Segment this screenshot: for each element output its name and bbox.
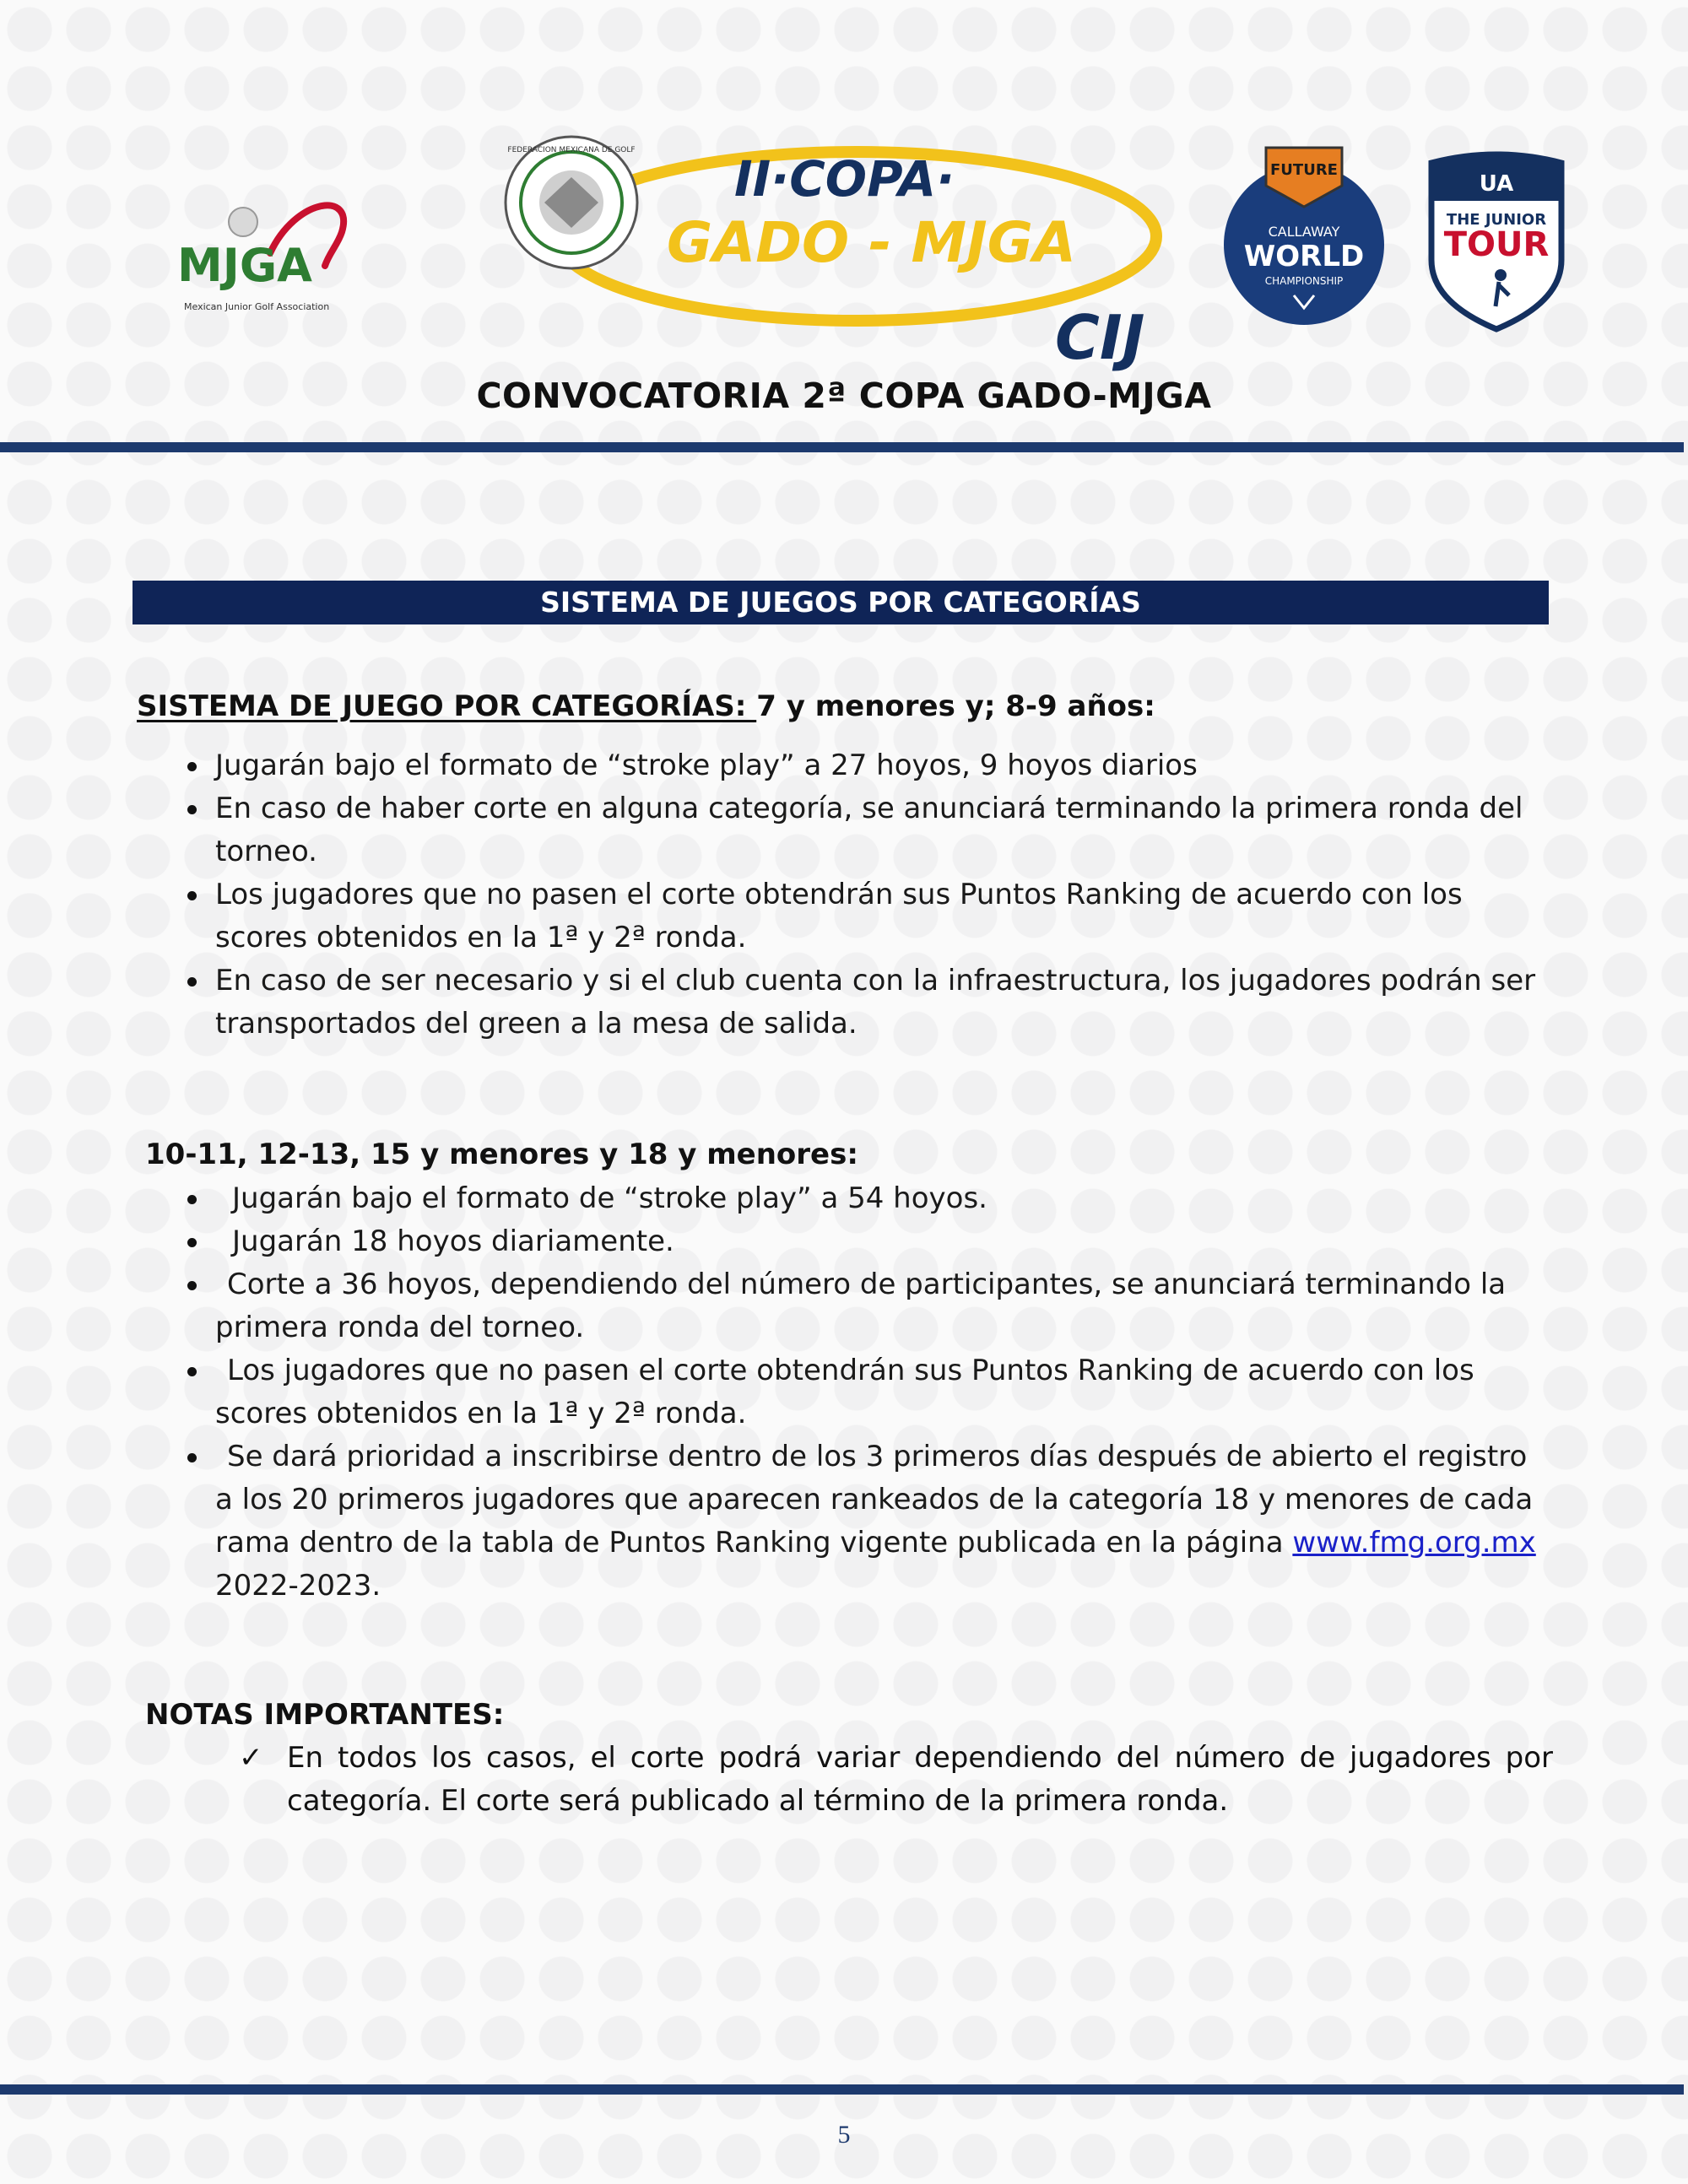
- bullet-icon: [187, 1281, 197, 1290]
- list-item: Los jugadores que no pasen el corte obtendrán sus Puntos Ranking de acuerdo con los scores obtenidos en la 1ª y 2ª ronda.: [0, 873, 1553, 960]
- note-item: ✓ En todos los casos, el corte podrá variar dependiendo del número de jugadores por categoría. El corte será publicado al término de la primera ronda.: [0, 1737, 1553, 1823]
- list-item: Jugarán bajo el formato de “stroke play” a 27 hoyos, 9 hoyos diarios: [0, 744, 1553, 787]
- svg-text:CIJ: CIJ: [1055, 302, 1145, 371]
- document-title: CONVOCATORIA 2ª COPA GADO-MJGA: [476, 376, 1212, 416]
- section-header-bar: SISTEMA DE JUEGOS POR CATEGORÍAS: [133, 581, 1549, 624]
- fmg-website-link[interactable]: www.fmg.org.mx: [1292, 1526, 1536, 1560]
- list-item: Jugarán bajo el formato de “stroke play” a 54 hoyos.: [0, 1177, 1553, 1220]
- copa-gado-mjga-logo: [494, 135, 1169, 371]
- list-item: En caso de ser necesario y si el club cuenta con la infraestructura, los jugadores podrán ser transportados del green a la mesa de salida.: [0, 960, 1553, 1046]
- mjga-logo: [169, 173, 363, 321]
- svg-text:II·COPA·: II·COPA·: [734, 150, 955, 208]
- svg-text:WORLD: WORLD: [1243, 240, 1365, 273]
- checkmark-icon: ✓: [239, 1741, 263, 1775]
- svg-text:MJGA: MJGA: [177, 239, 312, 292]
- svg-text:FUTURE: FUTURE: [1270, 161, 1338, 179]
- bullet-icon: [187, 1453, 197, 1462]
- bullet-icon: [187, 977, 197, 987]
- section2-bullet-list: [0, 1177, 1553, 1608]
- section2-heading: 10-11, 12-13, 15 y menores y 18 y menores:: [145, 1138, 858, 1171]
- notes-heading: NOTAS IMPORTANTES:: [145, 1698, 505, 1732]
- bullet-icon: [187, 762, 197, 771]
- list-item: Corte a 36 hoyos, dependiendo del número de participantes, se anunciará terminando la primera ronda del torneo.: [0, 1263, 1553, 1349]
- bullet-icon: [187, 1195, 197, 1204]
- notes-list: [0, 1737, 1553, 1823]
- list-item: Jugarán 18 hoyos diariamente.: [0, 1220, 1553, 1263]
- callaway-world-championship-logo: [1220, 139, 1388, 325]
- list-item: En caso de haber corte en alguna categoría, se anunciará terminando la primera ronda del torneo.: [0, 787, 1553, 873]
- section1-heading-rest: 7 y menores y; 8-9 años:: [756, 689, 1155, 723]
- list-item: Los jugadores que no pasen el corte obtendrán sus Puntos Ranking de acuerdo con los scores obtenidos en la 1ª y 2ª ronda.: [0, 1349, 1553, 1435]
- bullet-icon: [187, 805, 197, 814]
- svg-text:THE JUNIOR: THE JUNIOR: [1446, 211, 1547, 229]
- bullet-icon: [187, 891, 197, 900]
- svg-text:FEDERACION MEXICANA DE GOLF: FEDERACION MEXICANA DE GOLF: [507, 146, 636, 154]
- bullet-icon: [187, 1238, 197, 1247]
- svg-text:CHAMPIONSHIP: CHAMPIONSHIP: [1264, 275, 1344, 287]
- svg-text:UA: UA: [1479, 171, 1514, 197]
- section1-heading: [137, 688, 1155, 725]
- section1-bullet-list: [0, 744, 1553, 1046]
- svg-text:GADO - MJGA: GADO - MJGA: [667, 210, 1076, 275]
- svg-text:Mexican Junior Golf Associatio: Mexican Junior Golf Association: [184, 301, 330, 312]
- svg-text:TOUR: TOUR: [1443, 225, 1550, 264]
- page-number: 5: [837, 2121, 851, 2149]
- section1-heading-underlined: SISTEMA DE JUEGO POR CATEGORÍAS:: [137, 689, 757, 723]
- list-item: Se dará prioridad a inscribirse dentro de los 3 primeros días después de abierto el registro a los 20 primeros jugadores que aparecen rankeados de la categoría 18 y menores de cada rama dentro de la tabla de Puntos Ranking vigente publicada en la página www.fmg.org.mx 2022-2023.: [0, 1435, 1553, 1608]
- header-divider: [0, 442, 1684, 452]
- footer-divider: [0, 2084, 1684, 2095]
- bullet-icon: [187, 1367, 197, 1376]
- junior-tour-logo: [1425, 150, 1568, 334]
- svg-text:CALLAWAY: CALLAWAY: [1268, 224, 1340, 240]
